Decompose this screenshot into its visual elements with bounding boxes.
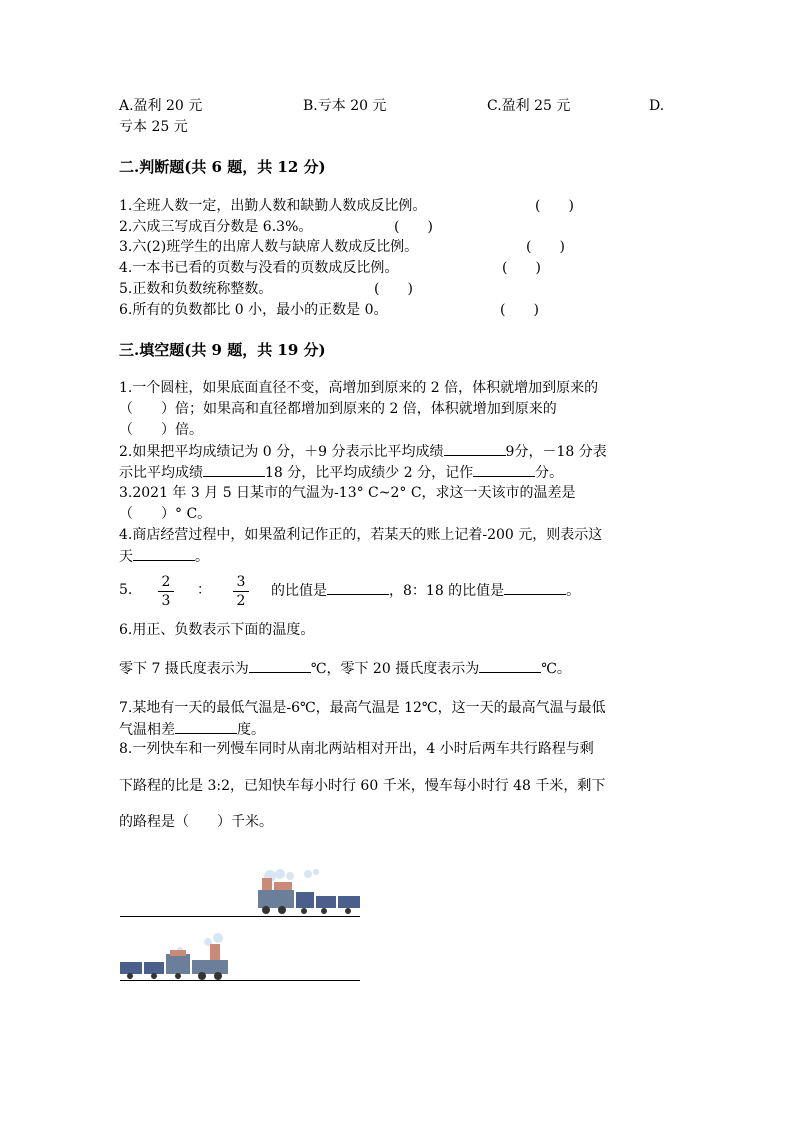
judge-paren-4[interactable]: ( ) [502,260,541,276]
fill-q2-line2: 示比平均成绩 18 分，比平均成绩少 2 分，记作 分。 [119,462,563,483]
fill-q1-line3: （ ）倍。 [119,422,203,438]
fill-q6-line1: 6.用正、负数表示下面的温度。 [119,622,315,638]
answer-blank[interactable] [473,462,535,477]
judge-item-4: 4.一本书已看的页数与没看的页数成反比例。 [119,260,399,276]
fill-q5-number: 5. [119,582,133,598]
choice-a: A.盈利 20 元 [119,98,203,114]
judge-item-1: 1.全班人数一定，出勤人数和缺勤人数成反比例。 [119,198,427,214]
fill-q5-text: 的比值是 ，8：18 的比值是 。 [271,580,580,601]
choice-d: D. [649,98,665,114]
section2-title: 二.判断题(共 6 题，共 12 分) [119,158,326,176]
fill-q7-line2: 气温相差 度。 [119,719,265,740]
choice-d-continuation: 亏本 25 元 [119,119,188,135]
fill-q4-line2: 天 。 [119,546,209,567]
judge-item-2: 2.六成三写成百分数是 6.3%。 [119,219,313,235]
fill-q7-line1: 7.某地有一天的最低气温是-6℃，最高气温是 12℃，这一天的最高气温与最低 [119,700,606,716]
ratio-colon: ： [197,582,211,598]
answer-blank[interactable] [504,580,566,595]
track-line-top [120,916,360,917]
fill-q1-line2: （ ）倍；如果高和直径都增加到原来的 2 倍，体积就增加到原来的 [119,401,557,417]
fill-q6-line2: 零下 7 摄氏度表示为 ℃，零下 20 摄氏度表示为 ℃。 [119,658,571,679]
judge-paren-2[interactable]: ( ) [394,219,433,235]
judge-paren-6[interactable]: ( ) [500,302,539,318]
answer-blank[interactable] [249,658,311,673]
section3-title: 三.填空题(共 9 题，共 19 分) [119,341,326,359]
judge-item-3: 3.六(2)班学生的出席人数与缺席人数成反比例。 [119,239,419,255]
answer-blank[interactable] [327,580,389,595]
answer-blank[interactable] [175,719,237,734]
fill-q8-line1: 8.一列快车和一列慢车同时从南北两站相对开出，4 小时后两车共行路程与剩 [119,741,594,757]
fill-q8-line3: 的路程是（ ）千米。 [119,814,273,830]
judge-item-6: 6.所有的负数都比 0 小，最小的正数是 0。 [119,302,388,318]
fill-q2-line1: 2.如果把平均成绩记为 0 分，＋9 分表示比平均成绩 9分，－18 分表 [119,441,607,462]
fraction-2-3: 2 3 [158,574,174,609]
fill-q3-line2: （ ）° C。 [119,506,212,522]
answer-blank[interactable] [479,658,541,673]
answer-blank[interactable] [444,441,506,456]
judge-paren-3[interactable]: ( ) [526,239,565,255]
fast-train-illustration [248,868,362,916]
judge-paren-5[interactable]: ( ) [374,281,413,297]
judge-item-5: 5.正数和负数统称整数。 [119,281,273,297]
fill-q8-line2: 下路程的比是 3:2，已知快车每小时行 60 千米，慢车每小时行 48 千米，剩下 [119,778,606,794]
fill-q3-line1: 3.2021 年 3 月 5 日某市的气温为-13° C~2° C，求这一天该市的温差是 [119,485,576,501]
fill-q4-line1: 4.商店经营过程中，如果盈利记作正的，若某天的账上记着-200 元，则表示这 [119,527,603,543]
choice-b: B.亏本 20 元 [303,98,387,114]
fraction-3-2: 3 2 [233,574,249,609]
judge-paren-1[interactable]: ( ) [535,198,574,214]
slow-train-illustration [120,932,232,980]
choice-c: C.盈利 25 元 [487,98,571,114]
fill-q1-line1: 1.一个圆柱，如果底面直径不变，高增加到原来的 2 倍，体积就增加到原来的 [119,380,599,396]
track-line-bottom [120,980,360,981]
answer-blank[interactable] [133,546,195,561]
answer-blank[interactable] [203,462,265,477]
